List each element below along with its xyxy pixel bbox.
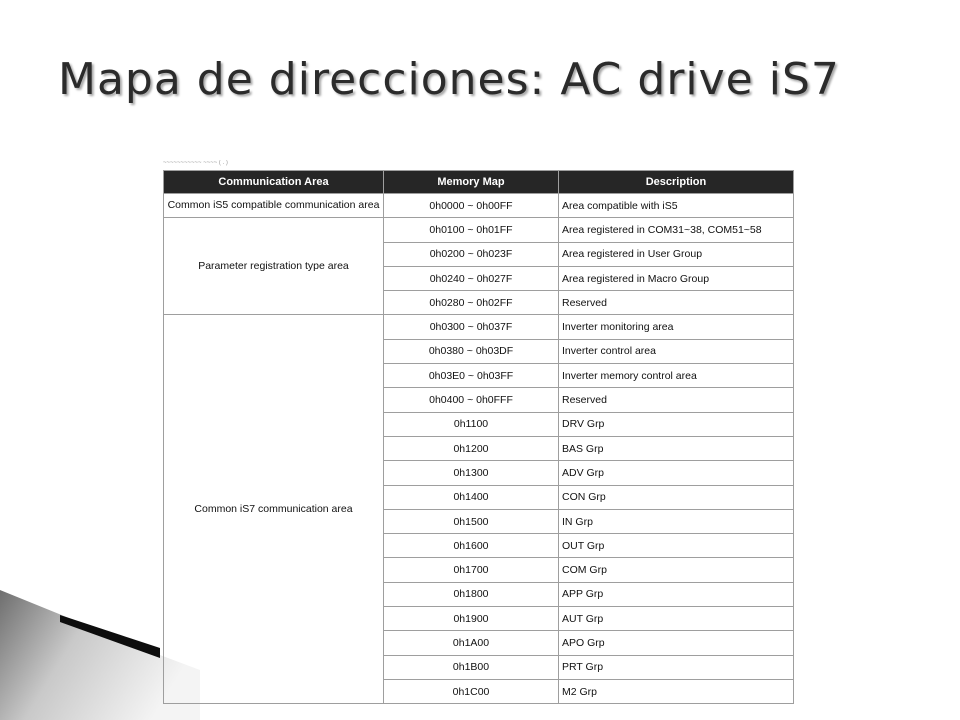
description-cell: COM Grp — [559, 558, 794, 582]
description-cell: AUT Grp — [559, 607, 794, 631]
table-row — [164, 315, 794, 339]
memory-range-cell: 0h1600 — [384, 534, 559, 558]
description-cell: ADV Grp — [559, 461, 794, 485]
memory-range-cell: 0h1900 — [384, 607, 559, 631]
description-cell: Inverter control area — [559, 339, 794, 363]
memory-range-cell: 0h1300 — [384, 461, 559, 485]
address-map-table-image — [163, 160, 795, 720]
memory-range-cell: 0h0240 ~ 0h027F — [384, 266, 559, 290]
scan-text-fragment: ~~~~~~~~~~~ ~~~~ ( . ) — [163, 160, 228, 166]
memory-range-cell: 0h0380 ~ 0h03DF — [384, 339, 559, 363]
memory-range-cell: 0h0400 ~ 0h0FFF — [384, 388, 559, 412]
description-cell: Inverter memory control area — [559, 364, 794, 388]
memory-range-cell: 0h0300 ~ 0h037F — [384, 315, 559, 339]
memory-range-cell: 0h0000 ~ 0h00FF — [384, 194, 559, 218]
description-cell: Area registered in Macro Group — [559, 266, 794, 290]
memory-range-cell: 0h1500 — [384, 509, 559, 533]
slide-title: Mapa de direcciones: AC drive iS7 — [58, 54, 840, 105]
description-cell: Inverter monitoring area — [559, 315, 794, 339]
description-cell: BAS Grp — [559, 436, 794, 460]
area-cell: Common iS7 communication area — [164, 315, 384, 704]
area-cell: Common iS5 compatible communication area — [164, 194, 384, 218]
description-cell: APP Grp — [559, 582, 794, 606]
description-cell: CON Grp — [559, 485, 794, 509]
column-header-memory-map: Memory Map — [384, 171, 559, 194]
memory-range-cell: 0h1100 — [384, 412, 559, 436]
area-cell: Parameter registration type area — [164, 218, 384, 315]
description-cell: Area registered in COM31~38, COM51~58 — [559, 218, 794, 242]
memory-range-cell: 0h1200 — [384, 436, 559, 460]
table-header-row — [164, 171, 794, 194]
memory-range-cell: 0h1400 — [384, 485, 559, 509]
column-header-communication-area: Communication Area — [164, 171, 384, 194]
memory-range-cell: 0h0200 ~ 0h023F — [384, 242, 559, 266]
memory-range-cell: 0h1700 — [384, 558, 559, 582]
memory-range-cell: 0h0280 ~ 0h02FF — [384, 291, 559, 315]
memory-range-cell: 0h1A00 — [384, 631, 559, 655]
memory-range-cell: 0h0100 ~ 0h01FF — [384, 218, 559, 242]
memory-range-cell: 0h1B00 — [384, 655, 559, 679]
memory-map-table — [163, 170, 794, 704]
memory-range-cell: 0h1C00 — [384, 679, 559, 703]
table-row — [164, 218, 794, 242]
table-row — [164, 194, 794, 218]
memory-range-cell: 0h03E0 ~ 0h03FF — [384, 364, 559, 388]
column-header-description: Description — [559, 171, 794, 194]
description-cell: PRT Grp — [559, 655, 794, 679]
description-cell: Reserved — [559, 291, 794, 315]
description-cell: Area compatible with iS5 — [559, 194, 794, 218]
description-cell: APO Grp — [559, 631, 794, 655]
description-cell: OUT Grp — [559, 534, 794, 558]
description-cell: IN Grp — [559, 509, 794, 533]
memory-range-cell: 0h1800 — [384, 582, 559, 606]
description-cell: Area registered in User Group — [559, 242, 794, 266]
description-cell: Reserved — [559, 388, 794, 412]
description-cell: M2 Grp — [559, 679, 794, 703]
description-cell: DRV Grp — [559, 412, 794, 436]
